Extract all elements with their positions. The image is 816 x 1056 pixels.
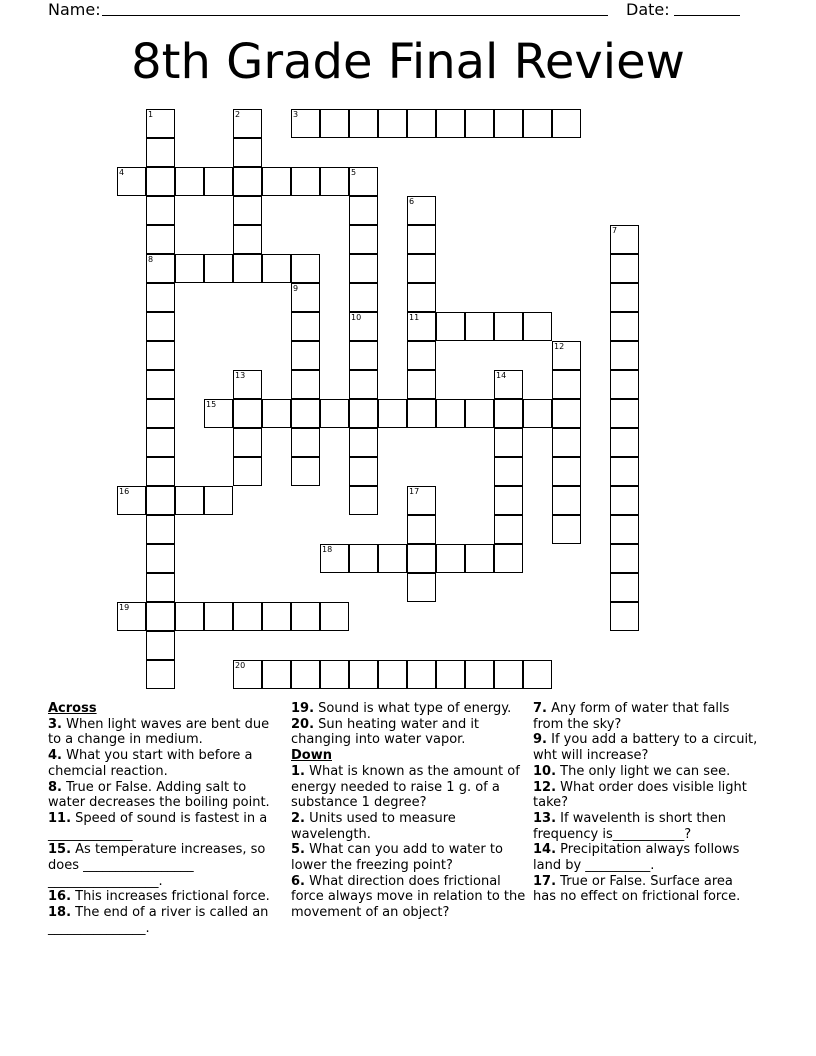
crossword-cell[interactable]	[552, 341, 581, 370]
crossword-cell[interactable]	[175, 254, 204, 283]
crossword-cell[interactable]	[146, 399, 175, 428]
crossword-cell[interactable]	[465, 109, 494, 138]
crossword-cell[interactable]	[233, 254, 262, 283]
crossword-cell[interactable]	[407, 486, 436, 515]
crossword-cell[interactable]	[610, 225, 639, 254]
clue-number: 16	[119, 487, 130, 496]
crossword-cell[interactable]	[233, 225, 262, 254]
crossword-cell[interactable]	[146, 138, 175, 167]
clue-number: 6.	[291, 873, 305, 889]
crossword-cell[interactable]	[610, 399, 639, 428]
crossword-cell[interactable]	[407, 660, 436, 689]
crossword-cell[interactable]	[610, 515, 639, 544]
crossword-cell[interactable]	[494, 515, 523, 544]
crossword-cell[interactable]	[291, 428, 320, 457]
down-clue	[291, 764, 527, 811]
crossword-cell[interactable]	[407, 341, 436, 370]
crossword-cell[interactable]	[291, 399, 320, 428]
name-label: Name:	[48, 0, 101, 19]
clue-text: What direction does frictional force always move in relation to the movement of an object?	[291, 873, 526, 921]
crossword-cell[interactable]	[146, 283, 175, 312]
clue-number: 8.	[48, 779, 62, 795]
clue-number: 20.	[291, 716, 315, 732]
down-clue	[291, 811, 527, 842]
crossword-cell[interactable]	[291, 457, 320, 486]
crossword-cell[interactable]	[146, 515, 175, 544]
crossword-cell[interactable]	[610, 254, 639, 283]
crossword-cell[interactable]	[407, 544, 436, 573]
crossword-cell[interactable]	[233, 399, 262, 428]
clue-text: This increases frictional force.	[71, 889, 270, 905]
crossword-cell[interactable]	[494, 109, 523, 138]
page-title: 8th Grade Final Review	[131, 34, 685, 90]
clue-number: 5	[351, 168, 357, 177]
crossword-cell[interactable]	[378, 109, 407, 138]
crossword-cell[interactable]	[436, 399, 465, 428]
crossword-cell[interactable]	[610, 602, 639, 631]
crossword-cell[interactable]	[204, 254, 233, 283]
crossword-cell[interactable]	[291, 254, 320, 283]
clue-number: 9.	[533, 732, 547, 748]
down-clue	[291, 842, 527, 873]
crossword-cell[interactable]	[117, 602, 146, 631]
crossword-cell[interactable]	[465, 544, 494, 573]
crossword-cell[interactable]	[146, 631, 175, 660]
crossword-cell[interactable]	[407, 515, 436, 544]
crossword-cell[interactable]	[291, 167, 320, 196]
crossword-cell[interactable]	[407, 399, 436, 428]
crossword-cell[interactable]	[407, 370, 436, 399]
clue-number: 15	[206, 400, 217, 409]
clue-text: As temperature increases, so does _________________ _________________.	[48, 842, 266, 889]
crossword-cell[interactable]	[175, 486, 204, 515]
crossword-cell[interactable]	[494, 486, 523, 515]
clue-text: What can you add to water to lower the freezing point?	[291, 842, 503, 874]
crossword-cell[interactable]	[146, 573, 175, 602]
crossword-cell[interactable]	[291, 602, 320, 631]
clue-text: True or False. Adding salt to water decreases the boiling point.	[48, 779, 270, 811]
clue-text: If wavelenth is short then frequency is___________?	[533, 810, 726, 842]
across-clue	[291, 717, 527, 748]
clue-text: Precipitation always follows land by __________.	[533, 842, 740, 874]
down-clue	[533, 732, 759, 763]
crossword-cell[interactable]	[320, 167, 349, 196]
across-clue	[48, 842, 284, 889]
clue-number: 6	[409, 197, 415, 206]
crossword-cell[interactable]	[552, 109, 581, 138]
crossword-cell[interactable]	[349, 544, 378, 573]
crossword-cell[interactable]	[233, 370, 262, 399]
clue-number: 18	[322, 545, 333, 554]
crossword-cell[interactable]	[349, 486, 378, 515]
crossword-cell[interactable]	[349, 254, 378, 283]
clue-number: 16.	[48, 889, 72, 905]
clue-text: What order does visible light take?	[533, 779, 747, 811]
clue-text: Any form of water that falls from the sky?	[533, 701, 730, 732]
clue-number: 11.	[48, 810, 72, 826]
clue-number: 18.	[48, 905, 72, 921]
clue-number: 11	[409, 313, 420, 322]
down-clue	[533, 780, 759, 811]
crossword-cell[interactable]	[349, 196, 378, 225]
crossword-cell[interactable]	[407, 225, 436, 254]
crossword-cell[interactable]	[436, 109, 465, 138]
crossword-cell[interactable]	[233, 109, 262, 138]
crossword-cell[interactable]	[378, 544, 407, 573]
down-heading: Down	[291, 748, 332, 764]
clue-number: 3.	[48, 716, 62, 732]
crossword-cell[interactable]	[262, 399, 291, 428]
clue-number: 12	[554, 342, 565, 351]
clue-number: 14.	[533, 842, 557, 858]
across-heading: Across	[48, 701, 97, 716]
down-clue	[291, 874, 527, 921]
down-clue	[533, 764, 759, 780]
crossword-cell[interactable]	[610, 341, 639, 370]
clue-number: 2	[235, 110, 241, 119]
across-clue	[48, 780, 284, 811]
crossword-cell[interactable]	[349, 428, 378, 457]
crossword-cell[interactable]	[349, 167, 378, 196]
crossword-cell[interactable]	[204, 486, 233, 515]
clue-number: 17.	[533, 873, 557, 889]
crossword-cell[interactable]	[523, 109, 552, 138]
down-clue	[533, 811, 759, 842]
crossword-cell[interactable]	[146, 312, 175, 341]
crossword-cell[interactable]	[204, 602, 233, 631]
crossword-cell[interactable]	[552, 515, 581, 544]
clue-text: What is known as the amount of energy needed to raise 1 g. of a substance 1 degree?	[291, 763, 520, 811]
crossword-cell[interactable]	[291, 312, 320, 341]
clue-number: 14	[496, 371, 507, 380]
crossword-cell[interactable]	[146, 544, 175, 573]
clue-number: 7.	[533, 701, 547, 716]
clue-number: 4	[119, 168, 125, 177]
crossword-cell[interactable]	[262, 602, 291, 631]
crossword-cell[interactable]	[494, 660, 523, 689]
crossword-cell[interactable]	[146, 254, 175, 283]
crossword-cell[interactable]	[610, 428, 639, 457]
crossword-cell[interactable]	[146, 225, 175, 254]
clue-number: 17	[409, 487, 420, 496]
crossword-cell[interactable]	[349, 457, 378, 486]
crossword-cell[interactable]	[204, 167, 233, 196]
crossword-cell[interactable]	[610, 457, 639, 486]
crossword-cell[interactable]	[610, 544, 639, 573]
crossword-cell[interactable]	[146, 660, 175, 689]
crossword-cell[interactable]	[407, 196, 436, 225]
crossword-cell[interactable]	[233, 602, 262, 631]
clue-number: 19	[119, 603, 130, 612]
crossword-cell[interactable]	[349, 283, 378, 312]
clue-text: The end of a river is called an _______________.	[48, 905, 269, 936]
crossword-cell[interactable]	[349, 399, 378, 428]
clue-number: 10.	[533, 763, 557, 779]
clue-text: When light waves are bent due to a change in medium.	[48, 716, 270, 748]
crossword-cell[interactable]	[146, 167, 175, 196]
crossword-cell[interactable]	[146, 109, 175, 138]
clue-number: 20	[235, 661, 246, 670]
crossword-cell[interactable]	[552, 457, 581, 486]
crossword-cell[interactable]	[349, 370, 378, 399]
crossword-cell[interactable]	[146, 457, 175, 486]
clue-text: Sun heating water and it changing into water vapor.	[291, 716, 480, 748]
crossword-cell[interactable]	[407, 312, 436, 341]
clue-number: 3	[293, 110, 299, 119]
crossword-cell[interactable]	[233, 660, 262, 689]
crossword-cell[interactable]	[465, 399, 494, 428]
crossword-cell[interactable]	[117, 486, 146, 515]
crossword-cell[interactable]	[610, 486, 639, 515]
crossword-cell[interactable]	[523, 660, 552, 689]
crossword-cell[interactable]	[378, 399, 407, 428]
crossword-cell[interactable]	[610, 370, 639, 399]
crossword-cell[interactable]	[291, 109, 320, 138]
crossword-cell[interactable]	[349, 312, 378, 341]
crossword-cell[interactable]	[146, 428, 175, 457]
crossword-cell[interactable]	[233, 196, 262, 225]
across-clue	[48, 905, 284, 936]
down-clue	[533, 701, 759, 732]
across-clue	[48, 748, 284, 779]
crossword-cell[interactable]	[146, 486, 175, 515]
down-clue	[533, 874, 759, 905]
across-clue	[291, 701, 527, 717]
crossword-cell[interactable]	[262, 167, 291, 196]
crossword-cell[interactable]	[320, 544, 349, 573]
clue-number: 1.	[291, 763, 305, 779]
crossword-cell[interactable]	[349, 660, 378, 689]
clue-text: Sound is what type of energy.	[314, 701, 512, 716]
crossword-cell[interactable]	[407, 109, 436, 138]
clue-text: Speed of sound is fastest in a _____________	[48, 810, 268, 842]
clues-column-2	[291, 701, 527, 921]
crossword-cell[interactable]	[610, 312, 639, 341]
crossword-cell[interactable]	[291, 370, 320, 399]
clue-number: 12.	[533, 779, 557, 795]
across-clue	[48, 717, 284, 748]
crossword-cell[interactable]	[552, 399, 581, 428]
crossword-cell[interactable]	[146, 196, 175, 225]
clue-number: 5.	[291, 842, 305, 858]
clue-number: 10	[351, 313, 362, 322]
crossword-cell[interactable]	[494, 457, 523, 486]
crossword-cell[interactable]	[552, 428, 581, 457]
clue-number: 13.	[533, 810, 557, 826]
clue-number: 4.	[48, 748, 62, 764]
crossword-cell[interactable]	[175, 602, 204, 631]
crossword-cell[interactable]	[320, 602, 349, 631]
crossword-cell[interactable]	[262, 254, 291, 283]
crossword-cell[interactable]	[407, 254, 436, 283]
clue-number: 15.	[48, 842, 72, 858]
clue-number: 19.	[291, 701, 315, 716]
crossword-cell[interactable]	[291, 341, 320, 370]
crossword-cell[interactable]	[349, 341, 378, 370]
crossword-cell[interactable]	[117, 167, 146, 196]
clue-number: 2.	[291, 810, 305, 826]
crossword-cell[interactable]	[378, 660, 407, 689]
crossword-cell[interactable]	[465, 312, 494, 341]
down-clue	[533, 842, 759, 873]
crossword-cell[interactable]	[146, 370, 175, 399]
clue-text: The only light we can see.	[556, 763, 731, 779]
crossword-cell[interactable]	[552, 370, 581, 399]
crossword-cell[interactable]	[494, 370, 523, 399]
crossword-cell[interactable]	[233, 167, 262, 196]
crossword-cell[interactable]	[233, 428, 262, 457]
clues-column-3	[533, 701, 759, 905]
across-clue	[48, 889, 284, 905]
crossword-cell[interactable]	[494, 312, 523, 341]
crossword-cell[interactable]	[233, 138, 262, 167]
crossword-cell[interactable]	[233, 457, 262, 486]
crossword-cell[interactable]	[291, 283, 320, 312]
crossword-cell[interactable]	[494, 399, 523, 428]
crossword-cell[interactable]	[465, 660, 494, 689]
crossword-cell[interactable]	[349, 225, 378, 254]
date-label: Date:	[626, 0, 670, 19]
clue-text: Units used to measure wavelength.	[291, 810, 456, 842]
crossword-cell[interactable]	[494, 428, 523, 457]
clue-number: 8	[148, 255, 154, 264]
clue-text: If you add a battery to a circuit, wht will increase?	[533, 732, 758, 764]
crossword-cell[interactable]	[436, 544, 465, 573]
crossword-cell[interactable]	[407, 283, 436, 312]
crossword-cell[interactable]	[610, 283, 639, 312]
crossword-cell[interactable]	[262, 660, 291, 689]
clue-text: What you start with before a chemcial reaction.	[48, 748, 253, 779]
crossword-cell[interactable]	[523, 399, 552, 428]
clue-number: 13	[235, 371, 246, 380]
crossword-cell[interactable]	[436, 660, 465, 689]
crossword-cell[interactable]	[436, 312, 465, 341]
crossword-cell[interactable]	[610, 573, 639, 602]
crossword-cell[interactable]	[146, 341, 175, 370]
clue-number: 7	[612, 226, 618, 235]
crossword-cell[interactable]	[320, 109, 349, 138]
clue-number: 9	[293, 284, 299, 293]
crossword-cell[interactable]	[407, 573, 436, 602]
crossword-cell[interactable]	[494, 544, 523, 573]
crossword-cell[interactable]	[175, 167, 204, 196]
across-clue	[48, 811, 284, 842]
crossword-cell[interactable]	[146, 602, 175, 631]
crossword-cell[interactable]	[291, 660, 320, 689]
crossword-cell[interactable]	[320, 399, 349, 428]
crossword-cell[interactable]	[523, 312, 552, 341]
crossword-cell[interactable]	[349, 109, 378, 138]
clue-text: True or False. Surface area has no effect on frictional force.	[533, 873, 741, 905]
clue-number: 1	[148, 110, 154, 119]
crossword-cell[interactable]	[204, 399, 233, 428]
crossword-cell[interactable]	[320, 660, 349, 689]
clues-column-1	[48, 701, 284, 937]
crossword-cell[interactable]	[552, 486, 581, 515]
